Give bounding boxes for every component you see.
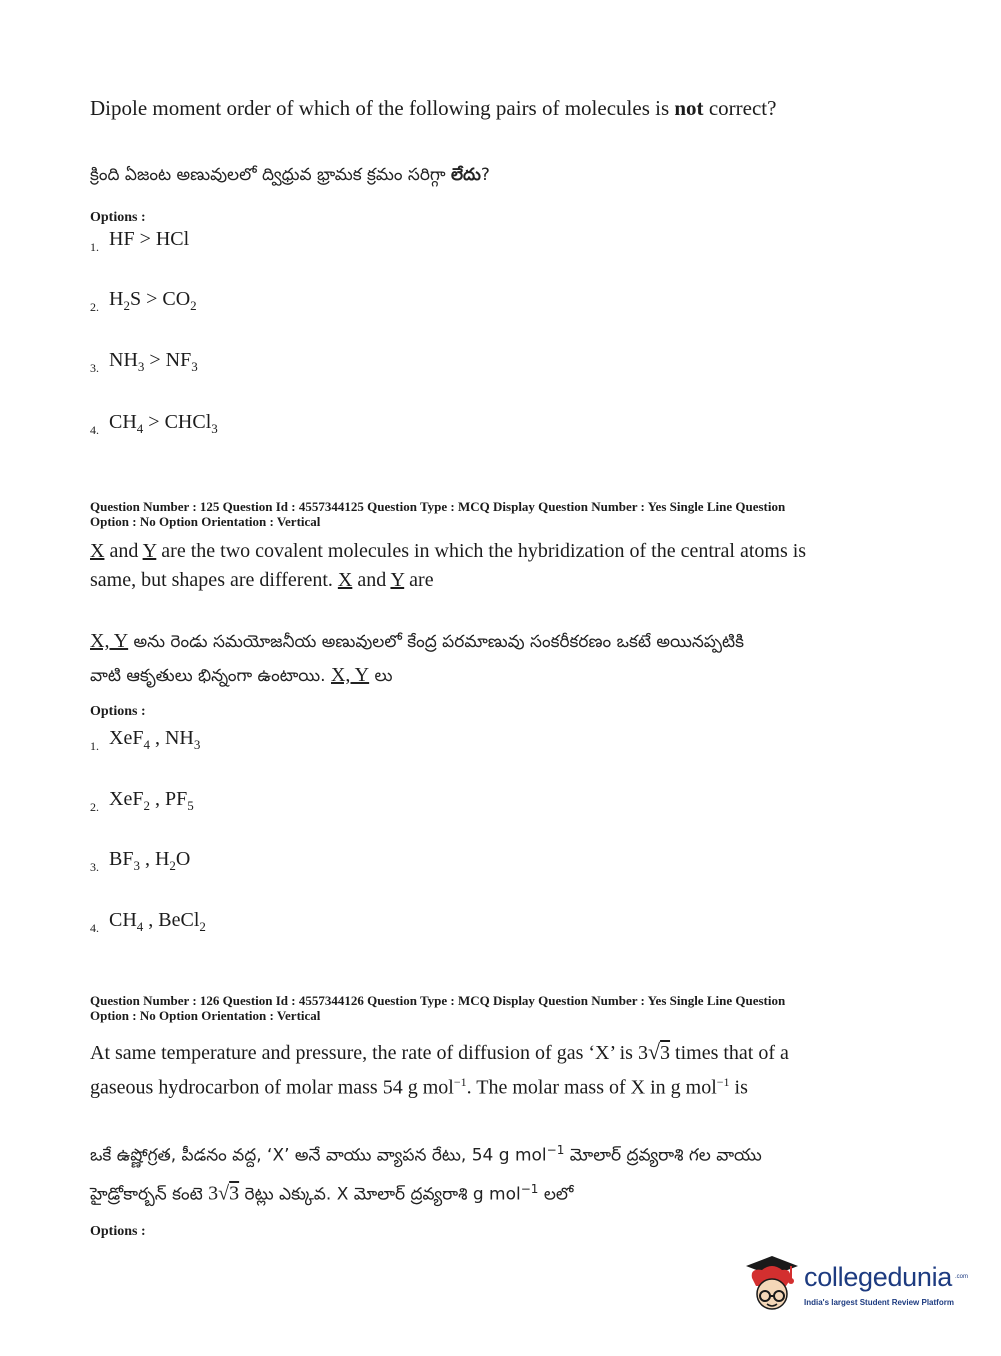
- q126-meta: Question Number : 126 Question Id : 4557344126 Question Type : MCQ Display Question Number : Yes Single Line Question Option : No Option Orientation : Vertical: [90, 993, 786, 1023]
- q124-question: Dipole moment order of which of the following pairs of molecules is not correct?: [90, 96, 777, 120]
- q125-question: X and Y are the two covalent molecules in which the hybridization of the central atoms is same, but shapes are different. X and Y are: [90, 540, 807, 591]
- q125-meta: Question Number : 125 Question Id : 4557344125 Question Type : MCQ Display Question Number : Yes Single Line Question Option : No Option Orientation : Vertical: [90, 499, 786, 529]
- logo-wordmark: collegedunia: [804, 1262, 953, 1292]
- graduate-mascot-icon: [742, 1252, 802, 1314]
- q126-question: At same temperature and pressure, the rate of diffusion of gas ‘X’ is 3√3 times that of a gaseous hydrocarbon of molar mass 54 g mol$^{-1}$. The molar mass of X in g mol$^{-1}$ is: [90, 1039, 789, 1099]
- q124-options-label: Options :: [90, 210, 146, 225]
- q125-options-label: Options :: [90, 704, 146, 719]
- logo-dotcom: .com: [955, 1274, 969, 1280]
- collegedunia-logo: [742, 1252, 972, 1316]
- q126-options-label: Options :: [90, 1224, 146, 1239]
- q125-question-telugu: X, Y అను రెండు సమయోజనీయ అణువులలో కేంద్ర పరమాణువు సంకరీకరణం ఒకటే అయినప్పటికి వాటి ఆకృతులు భిన్నంగా ఉంటాయి. X, Y లు: [90, 630, 745, 686]
- q124-question-telugu: క్రింది ఏజంట అణువులలో ద్విధ్రువ భ్రామక క్రమం సరిగ్గా లేదు?: [90, 165, 490, 185]
- q126-question-telugu: ఒకే ఉష్ణోగ్రత, పీడనం వద్ద, ‘X’ అనే వాయు వ్యాపన రేటు, 54 g mol$^{-1}$ మోలార్ ద్రవ్యరాశి గల వాయు హైడ్రోకార్బన్ కంటె 3√3 రెట్లు ఎక్కువ. X మోలార్ ద్రవ్యరాశి g mol$^{-1}$ లలో: [90, 1143, 762, 1205]
- logo-tagline: India's largest Student Review Platform: [804, 1298, 954, 1307]
